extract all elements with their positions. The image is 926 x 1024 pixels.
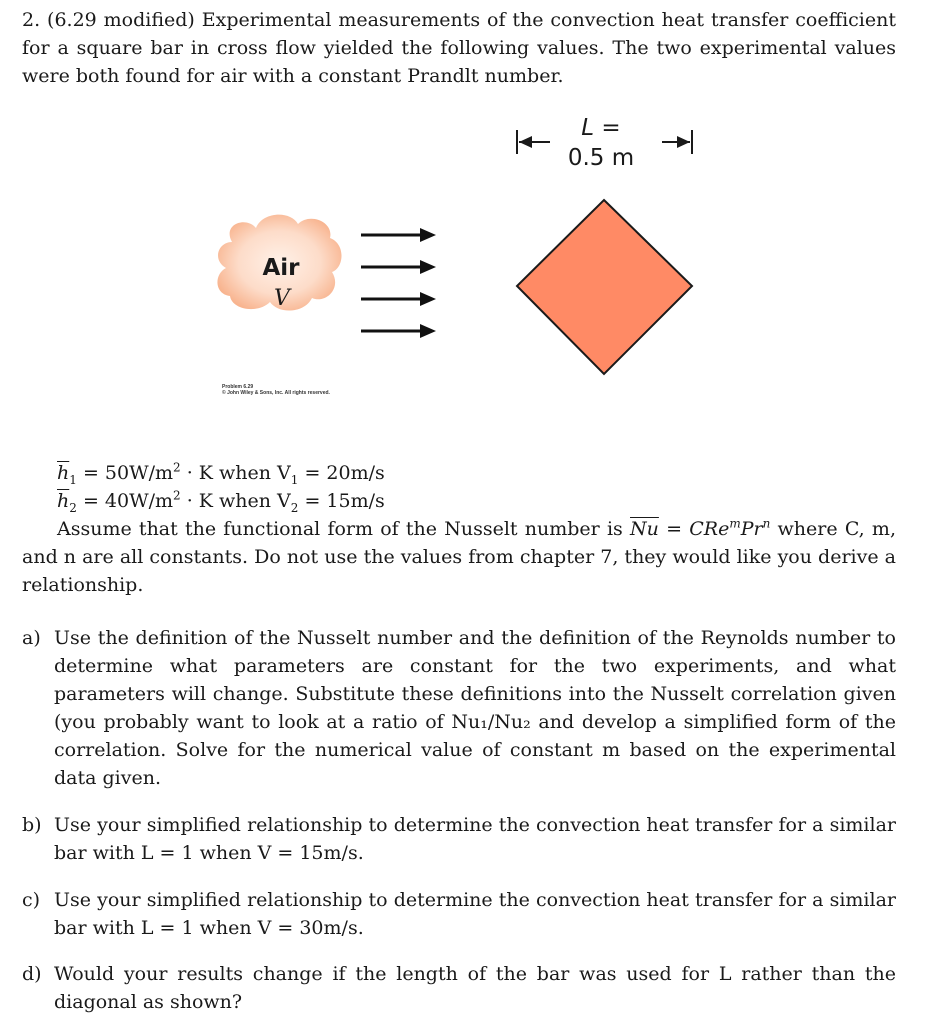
given-h2: $\overline{h}_2 = 40W/m^2 \cdot K$ when $V_2 = 15m/s$ (57, 488, 385, 515)
part-a-label: a) (22, 627, 41, 649)
given-h1: $\overline{h}_1 = 50W/m^2 \cdot K$ when $V_1 = 20m/s$ (57, 460, 385, 487)
air-label: Air (262, 255, 300, 281)
part-d (22, 960, 896, 1016)
dimension-label: L = (581, 115, 621, 141)
velocity-symbol: V (274, 286, 290, 311)
part-b-text: Use your simplified relationship to determine the convection heat transfer for a similar bar with L = 1 when V = 15m/s. (54, 814, 896, 864)
part-a-text: Use the definition of the Nusselt number and the definition of the Reynolds number to determine what parameters are constant for the two experiments, and what parameters will change. Substitute these definitions into the Nusselt correlation given (you probably want to look at a ratio of Nu₁/Nu₂ and develop a simplified form of the correlation. Solve for the numerical value of constant m based on the experimental data given. (54, 627, 896, 789)
assumption-paragraph: Assume that the functional form of the Nusselt number is $\overline{Nu} = CRe^mPr^n$ where C, m, and n are all constants. Do not use the values from chapter 7, they would like you derive a relationship. (22, 516, 896, 596)
dimension-value: 0.5 m (567, 145, 635, 171)
part-c-label: c) (22, 889, 41, 911)
square-bar-shape (517, 200, 692, 374)
right-arrow-icon (662, 130, 692, 154)
part-d-label: d) (22, 963, 42, 985)
part-b (22, 811, 896, 867)
part-c (22, 886, 896, 942)
problem-intro: 2. (6.29 modified) Experimental measurements of the convection heat transfer coefficient for a square bar in cross flow yielded the following values. The two experimental values were both found for air with a constant Prandlt number. (22, 9, 896, 87)
left-arrow-icon (517, 130, 550, 154)
flow-arrow-icon (361, 228, 436, 338)
problem-figure (0, 100, 926, 420)
part-d-text: Would your results change if the length of the bar was used for L rather than the diagonal as shown? (54, 963, 896, 1013)
part-b-label: b) (22, 814, 42, 836)
figure-credit: Problem 6.29 © John Wiley & Sons, Inc. All rights reserved. (222, 384, 330, 396)
part-c-text: Use your simplified relationship to determine the convection heat transfer for a similar bar with L = 1 when V = 30m/s. (54, 889, 896, 939)
part-a (22, 624, 896, 792)
